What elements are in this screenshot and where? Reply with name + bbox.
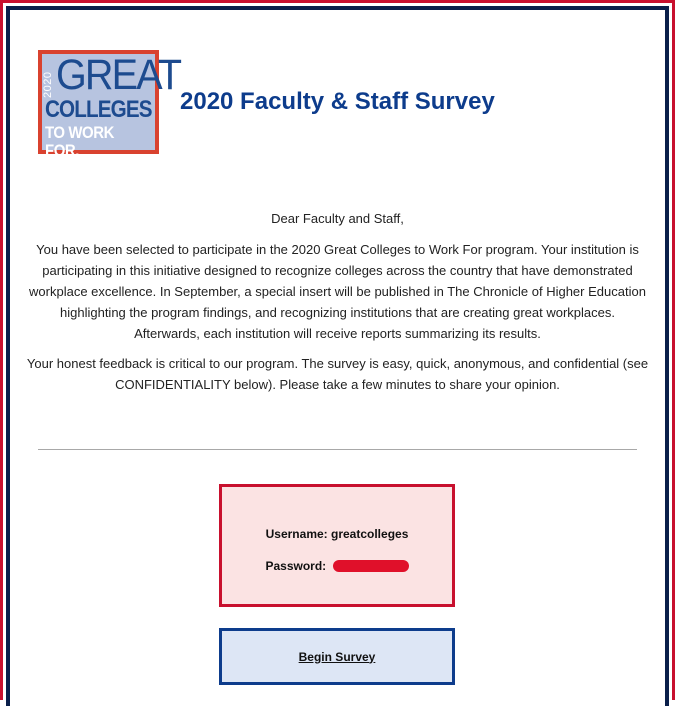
username-label: Username: [265, 527, 328, 541]
logo-line-great: GREAT [56, 51, 181, 99]
password-label: Password: [265, 559, 327, 573]
divider [38, 449, 637, 450]
logo-inner [42, 51, 181, 160]
header [38, 50, 495, 160]
page-title: 2020 Faculty & Staff Survey [180, 88, 495, 115]
logo-line-colleges: COLLEGES [45, 96, 152, 123]
username-value: greatcolleges [331, 527, 409, 541]
great-colleges-logo [38, 50, 181, 160]
password-row [222, 559, 452, 573]
logo-year: 2020 [42, 71, 54, 99]
credentials-box [219, 484, 455, 607]
intro-paragraph: You have been selected to participate in the 2020 Great Colleges to Work For program. Your institution is participating in this initiative designed to recognize colleges across the country that have demonstrated workplace excellence. In September, a special insert will be published in The Chronicle of Higher Education highlighting the program findings, and recognizing institutions that are creating great workplaces. Afterwards, each institution will receive reports summarizing its results. [29, 242, 646, 341]
redacted-password [333, 560, 409, 572]
username-row [222, 527, 452, 541]
email-content [10, 10, 665, 685]
begin-survey-button[interactable] [219, 628, 455, 685]
feedback-paragraph: Your honest feedback is critical to our program. The survey is easy, quick, anonymous, and confidential (see CONFIDENTIALITY below). Please take a few minutes to share your opinion. [26, 356, 649, 392]
greeting: Dear Faculty and Staff, [271, 211, 404, 226]
begin-survey-label: Begin Survey [298, 649, 376, 664]
letter-body [10, 208, 665, 404]
logo-line-work-for: TO WORK FOR. [45, 123, 114, 160]
